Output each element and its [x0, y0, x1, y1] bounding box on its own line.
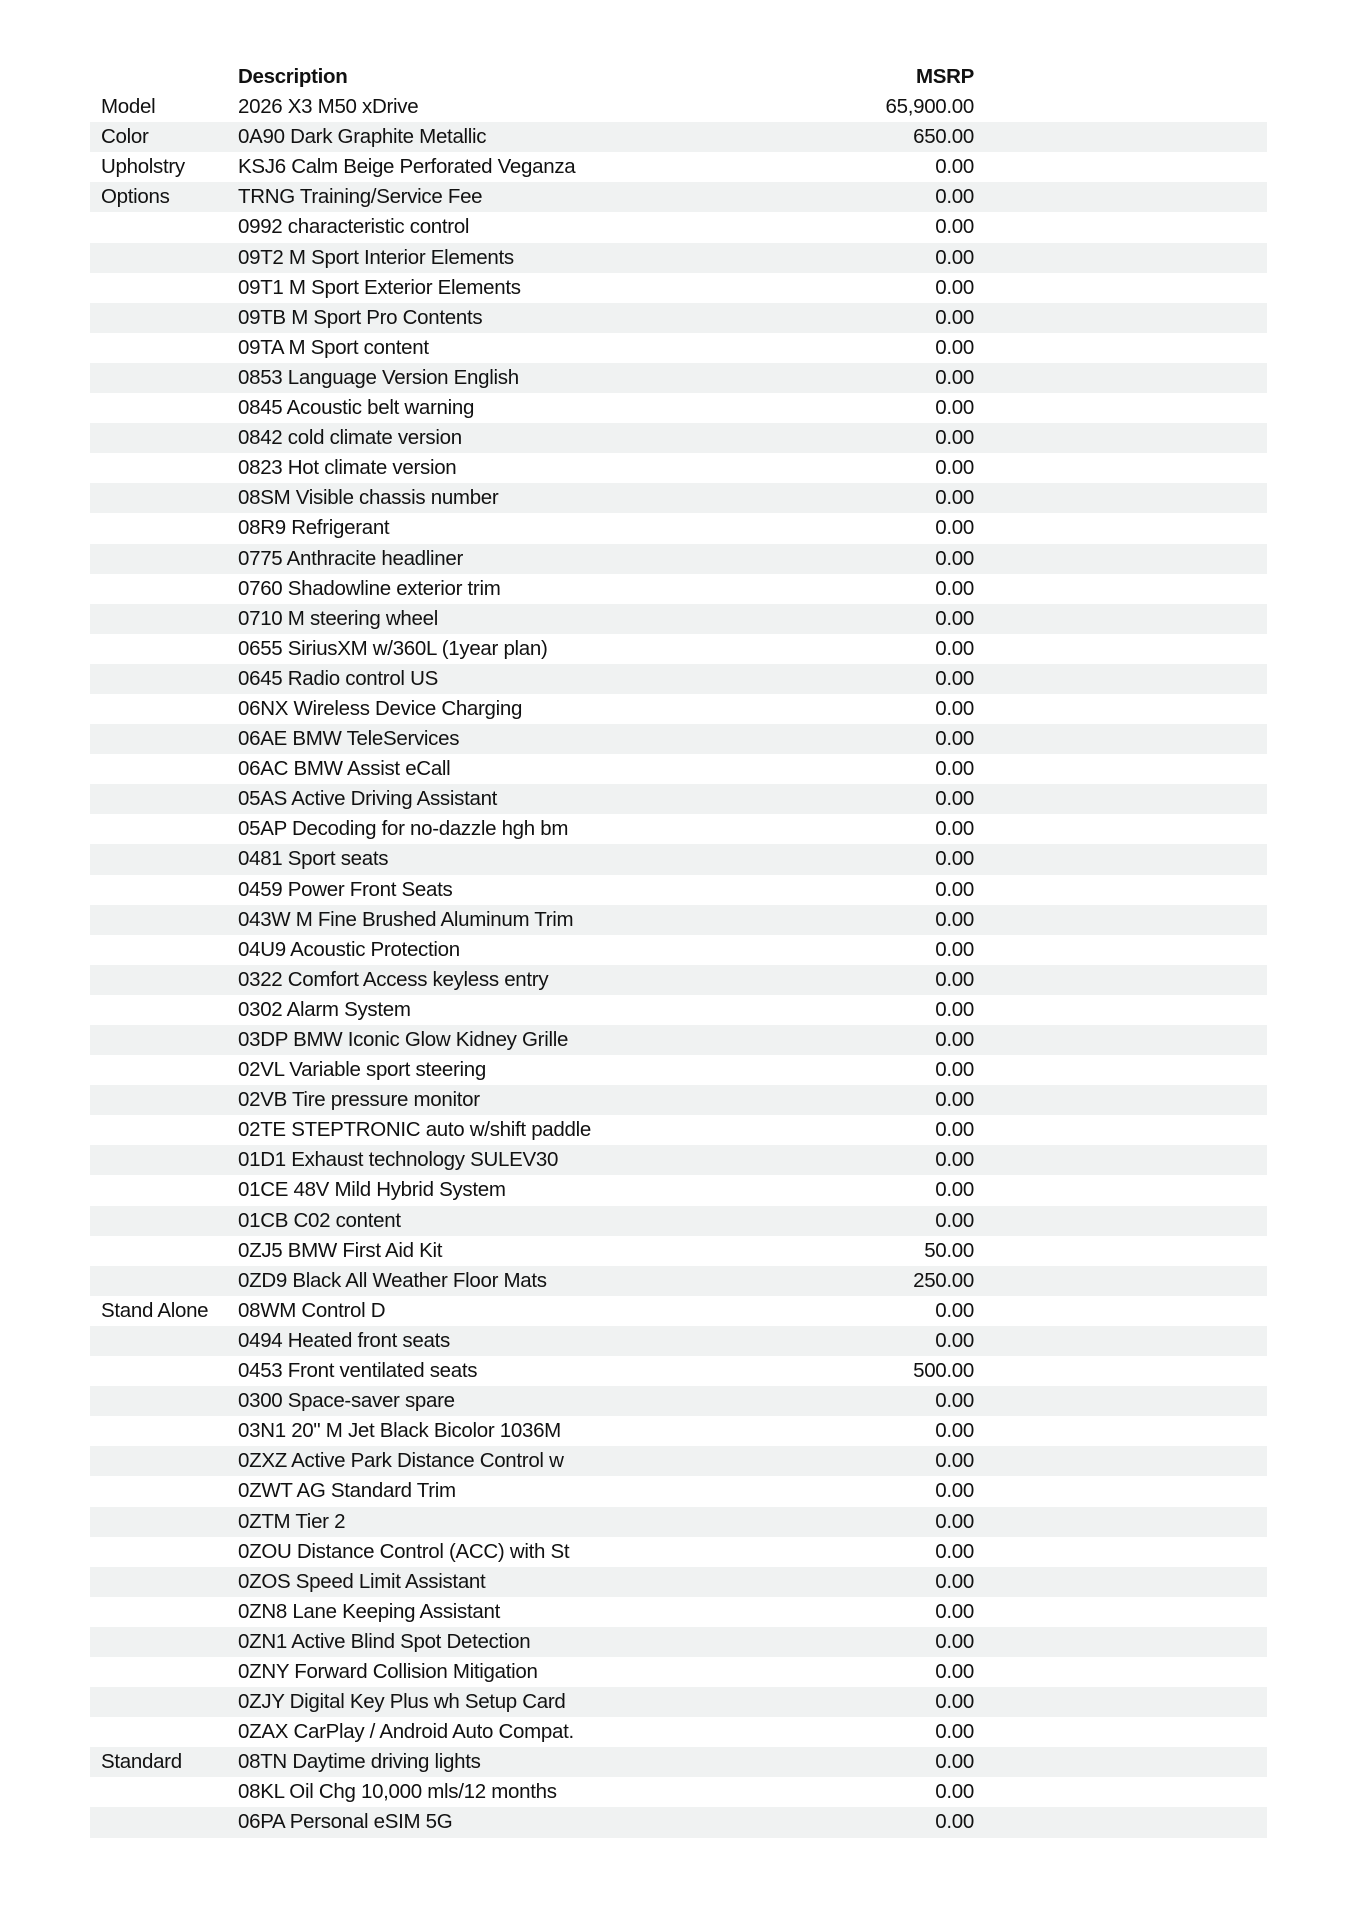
description-cell: 06PA Personal eSIM 5G [238, 1810, 453, 1834]
description-cell: 05AS Active Driving Assistant [238, 787, 498, 811]
table-row [90, 1416, 1267, 1446]
description-cell: 0ZWT AG Standard Trim [238, 1479, 456, 1503]
table-row [90, 995, 1267, 1025]
description-cell: 09T2 M Sport Interior Elements [238, 245, 514, 269]
msrp-cell: 0.00 [935, 1539, 974, 1563]
msrp-cell: 0.00 [935, 907, 974, 931]
description-cell: 0ZXZ Active Park Distance Control w [238, 1449, 564, 1473]
msrp-cell: 0.00 [935, 1690, 974, 1714]
msrp-cell: 0.00 [935, 1479, 974, 1503]
description-cell: 0ZNY Forward Collision Mitigation [238, 1659, 538, 1683]
table-row [90, 1296, 1267, 1326]
table-row [90, 965, 1267, 995]
description-cell: 08SM Visible chassis number [238, 486, 499, 510]
description-cell: 06AE BMW TeleServices [238, 727, 460, 751]
table-row [90, 1145, 1267, 1175]
msrp-cell: 0.00 [935, 516, 974, 540]
table-row [90, 303, 1267, 333]
table-row [90, 694, 1267, 724]
msrp-cell: 0.00 [935, 155, 974, 179]
category-cell: Model [101, 95, 156, 119]
description-cell: 09TB M Sport Pro Contents [238, 305, 483, 329]
msrp-cell: 0.00 [935, 1720, 974, 1744]
table-row [90, 1747, 1267, 1777]
description-cell: 0300 Space-saver spare [238, 1389, 455, 1413]
msrp-cell: 0.00 [935, 245, 974, 269]
description-cell: 0481 Sport seats [238, 847, 389, 871]
msrp-column-header: MSRP [915, 65, 974, 88]
table-row [90, 273, 1267, 303]
description-cell: 03N1 20" M Jet Black Bicolor 1036M [238, 1419, 561, 1443]
msrp-cell: 0.00 [935, 1750, 974, 1774]
table-row [90, 1507, 1267, 1537]
table-row [90, 935, 1267, 965]
description-cell: TRNG Training/Service Fee [238, 185, 483, 209]
table-row [90, 1266, 1267, 1296]
description-cell: 2026 X3 M50 xDrive [238, 95, 419, 119]
description-cell: 0ZN1 Active Blind Spot Detection [238, 1629, 531, 1653]
table-row [90, 1717, 1267, 1747]
description-cell: 02VB Tire pressure monitor [238, 1088, 480, 1112]
msrp-cell: 0.00 [935, 787, 974, 811]
table-header [90, 62, 1267, 92]
msrp-cell: 0.00 [935, 1208, 974, 1232]
description-cell: 0ZN8 Lane Keeping Assistant [238, 1599, 500, 1623]
table-row [90, 243, 1267, 273]
table-row [90, 574, 1267, 604]
table-row [90, 423, 1267, 453]
table-row [90, 784, 1267, 814]
description-cell: 08WM Control D [238, 1298, 386, 1322]
msrp-cell: 0.00 [935, 1328, 974, 1352]
msrp-cell: 500.00 [913, 1359, 974, 1383]
table-row [90, 604, 1267, 634]
description-cell: 0ZAX CarPlay / Android Auto Compat. [238, 1720, 574, 1744]
description-cell: 09T1 M Sport Exterior Elements [238, 275, 521, 299]
msrp-cell: 0.00 [935, 1389, 974, 1413]
description-cell: 0853 Language Version English [238, 365, 519, 389]
description-cell: 043W M Fine Brushed Aluminum Trim [238, 907, 574, 931]
description-cell: 0992 characteristic control [238, 215, 470, 239]
msrp-cell: 0.00 [935, 1028, 974, 1051]
msrp-cell: 0.00 [935, 757, 974, 781]
description-cell: 0322 Comfort Access keyless entry [238, 967, 549, 991]
description-cell: 04U9 Acoustic Protection [238, 937, 460, 961]
description-cell: 0845 Acoustic belt warning [238, 396, 475, 420]
msrp-cell: 0.00 [935, 1298, 974, 1322]
msrp-cell: 0.00 [935, 275, 974, 299]
description-cell: 01CB C02 content [238, 1208, 401, 1232]
table-row [90, 1206, 1267, 1236]
table-row [90, 212, 1267, 242]
category-cell: Standard [101, 1750, 182, 1774]
description-cell: 0645 Radio control US [238, 666, 438, 690]
description-cell: 0459 Power Front Seats [238, 877, 453, 901]
msrp-cell: 0.00 [935, 1659, 974, 1683]
table-row [90, 1085, 1267, 1115]
msrp-cell: 0.00 [935, 305, 974, 329]
table-row [90, 724, 1267, 754]
description-cell: 0302 Alarm System [238, 997, 411, 1021]
table-row [90, 453, 1267, 483]
table-row [90, 1537, 1267, 1567]
description-cell: 0823 Hot climate version [238, 456, 457, 480]
table-row [90, 1597, 1267, 1627]
description-cell: 0775 Anthracite headliner [238, 546, 464, 570]
msrp-cell: 0.00 [935, 1148, 974, 1172]
msrp-cell: 0.00 [935, 426, 974, 450]
table-row [90, 754, 1267, 784]
msrp-cell: 0.00 [935, 1178, 974, 1202]
table-row [90, 664, 1267, 694]
description-cell: 0ZJ5 BMW First Aid Kit [238, 1238, 443, 1262]
description-column-header: Description [238, 65, 348, 88]
description-cell: 0ZJY Digital Key Plus wh Setup Card [238, 1690, 566, 1714]
category-cell: Options [101, 185, 170, 209]
table-row [90, 182, 1267, 212]
description-cell: 06AC BMW Assist eCall [238, 757, 451, 781]
table-row [90, 393, 1267, 423]
msrp-cell: 0.00 [935, 1118, 974, 1142]
msrp-cell: 0.00 [935, 486, 974, 510]
description-cell: 05AP Decoding for no-dazzle hgh bm [238, 817, 569, 841]
description-cell: 0ZOS Speed Limit Assistant [238, 1569, 486, 1593]
table-row [90, 544, 1267, 574]
description-cell: 09TA M Sport content [238, 335, 429, 359]
table-row [90, 122, 1267, 152]
table-row [90, 1055, 1267, 1085]
table-row [90, 1356, 1267, 1386]
description-cell: 02TE STEPTRONIC auto w/shift paddle [238, 1118, 591, 1142]
table-row [90, 333, 1267, 363]
msrp-cell: 0.00 [935, 396, 974, 420]
msrp-cell: 0.00 [935, 1509, 974, 1533]
msrp-cell: 0.00 [935, 696, 974, 720]
table-row [90, 1567, 1267, 1597]
msrp-cell: 0.00 [935, 1058, 974, 1082]
table-row [90, 92, 1267, 122]
description-cell: 08R9 Refrigerant [238, 516, 390, 540]
table-row [90, 1236, 1267, 1266]
table-row [90, 1446, 1267, 1476]
table-row [90, 1777, 1267, 1807]
msrp-cell: 0.00 [935, 1629, 974, 1653]
msrp-cell: 0.00 [935, 335, 974, 359]
description-cell: 0ZTM Tier 2 [238, 1509, 346, 1533]
msrp-cell: 0.00 [935, 1780, 974, 1804]
table-row [90, 513, 1267, 543]
msrp-cell: 650.00 [913, 125, 974, 149]
description-cell: 0ZD9 Black All Weather Floor Mats [238, 1268, 547, 1292]
description-cell: 0494 Heated front seats [238, 1328, 450, 1352]
table-row [90, 634, 1267, 664]
description-cell: 02VL Variable sport steering [238, 1058, 487, 1082]
msrp-cell: 0.00 [935, 937, 974, 961]
table-row [90, 1687, 1267, 1717]
table-row [90, 483, 1267, 513]
msrp-cell: 0.00 [935, 727, 974, 751]
description-cell: 08TN Daytime driving lights [238, 1750, 481, 1774]
msrp-cell: 0.00 [935, 666, 974, 690]
msrp-cell: 0.00 [935, 456, 974, 480]
msrp-cell: 0.00 [935, 1419, 974, 1443]
msrp-cell: 0.00 [935, 365, 974, 389]
description-cell: 06NX Wireless Device Charging [238, 696, 523, 720]
description-cell: 0760 Shadowline exterior trim [238, 576, 501, 600]
table-row [90, 1657, 1267, 1687]
msrp-cell: 0.00 [935, 847, 974, 871]
table-body [90, 92, 1267, 1837]
description-cell: 0A90 Dark Graphite Metallic [238, 125, 487, 149]
msrp-cell: 0.00 [935, 817, 974, 841]
category-cell: Color [101, 125, 149, 149]
description-cell: 0710 M steering wheel [238, 606, 438, 630]
msrp-cell: 250.00 [913, 1268, 974, 1292]
category-cell: Upholstry [101, 155, 185, 179]
table-row [90, 1386, 1267, 1416]
msrp-table [90, 62, 1267, 1838]
table-row [90, 1175, 1267, 1205]
description-cell: 0453 Front ventilated seats [238, 1359, 478, 1383]
msrp-cell: 0.00 [935, 215, 974, 239]
msrp-cell: 0.00 [935, 606, 974, 630]
msrp-cell: 0.00 [935, 1449, 974, 1473]
table-row [90, 1807, 1267, 1837]
msrp-cell: 65,900.00 [885, 95, 974, 119]
msrp-cell: 0.00 [935, 1088, 974, 1112]
msrp-cell: 0.00 [935, 185, 974, 209]
table-row [90, 363, 1267, 393]
table-row [90, 1476, 1267, 1506]
description-cell: 01CE 48V Mild Hybrid System [238, 1178, 506, 1202]
msrp-cell: 0.00 [935, 997, 974, 1021]
category-cell: Stand Alone [101, 1298, 209, 1322]
description-cell: 0842 cold climate version [238, 426, 462, 450]
description-cell: 0655 SiriusXM w/360L (1year plan) [238, 636, 548, 660]
msrp-cell: 0.00 [935, 576, 974, 600]
msrp-cell: 0.00 [935, 967, 974, 991]
msrp-cell: 0.00 [935, 1569, 974, 1593]
description-cell: 0ZOU Distance Control (ACC) with St [238, 1539, 570, 1563]
table-row [90, 1627, 1267, 1657]
description-cell: 08KL Oil Chg 10,000 mls/12 months [238, 1780, 557, 1804]
msrp-cell: 50.00 [924, 1238, 974, 1262]
msrp-cell: 0.00 [935, 1599, 974, 1623]
description-cell: 01D1 Exhaust technology SULEV30 [238, 1148, 559, 1172]
table-row [90, 844, 1267, 874]
description-cell: 03DP BMW Iconic Glow Kidney Grille [238, 1028, 569, 1051]
msrp-cell: 0.00 [935, 1810, 974, 1834]
table-row [90, 152, 1267, 182]
table-row [90, 814, 1267, 844]
description-cell: KSJ6 Calm Beige Perforated Veganza [238, 155, 576, 179]
msrp-cell: 0.00 [935, 877, 974, 901]
table-row [90, 1025, 1267, 1055]
table-row [90, 905, 1267, 935]
msrp-cell: 0.00 [935, 636, 974, 660]
table-row [90, 1326, 1267, 1356]
msrp-cell: 0.00 [935, 546, 974, 570]
table-row [90, 1115, 1267, 1145]
table-row [90, 875, 1267, 905]
